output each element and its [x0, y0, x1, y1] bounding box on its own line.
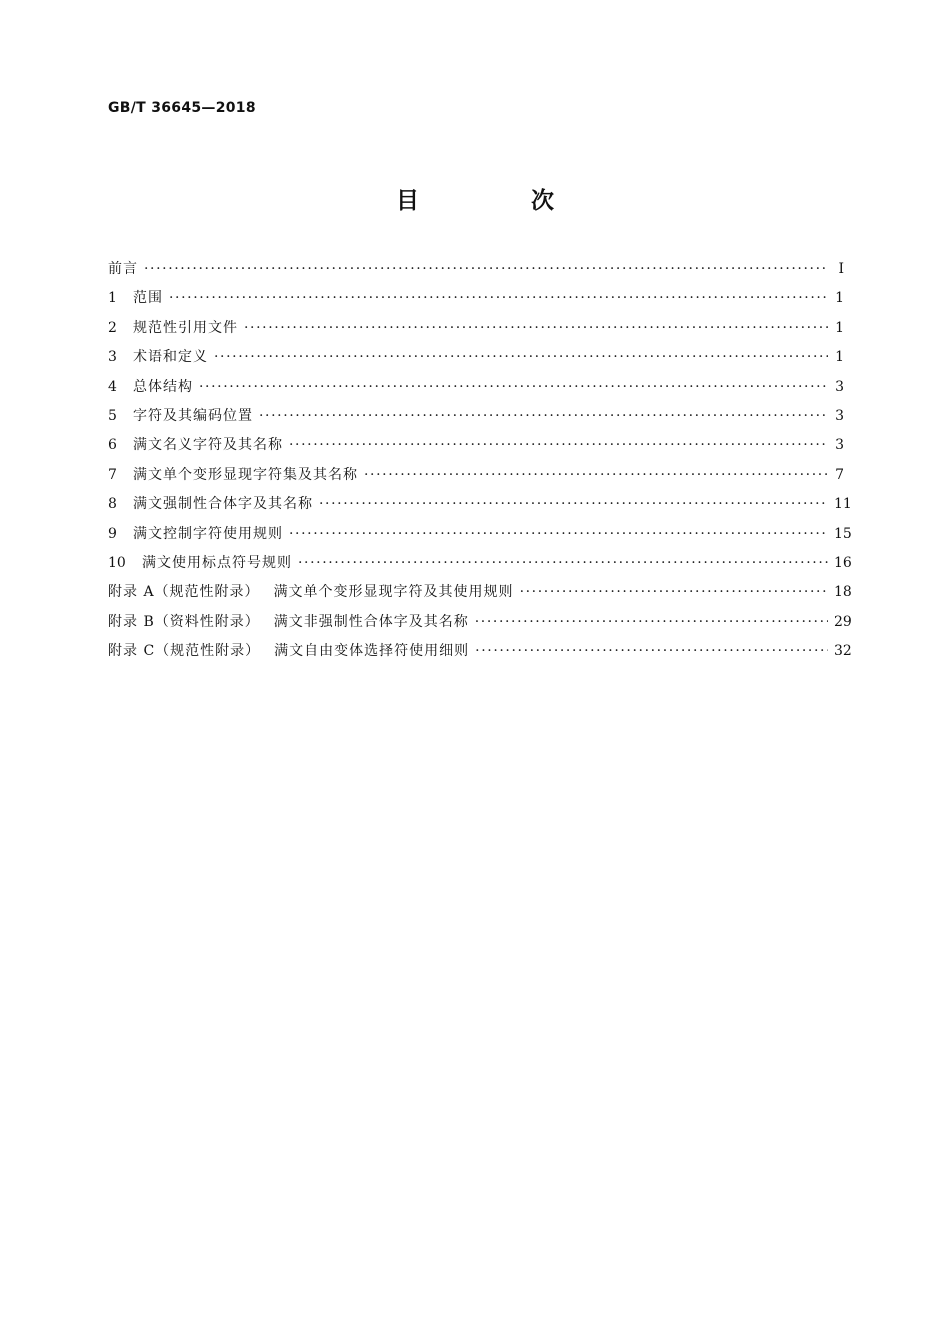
table-of-contents: [108, 258, 852, 669]
leader-dots: [475, 643, 828, 659]
leader-dots: [319, 496, 828, 512]
toc-entry-page: 3: [835, 407, 844, 424]
toc-entry-page: 3: [835, 437, 844, 454]
page-title: 目 次: [395, 188, 606, 214]
toc-entry-label: 满文单个变形显现字符及其使用规则: [273, 584, 514, 601]
toc-entry-annex-b[interactable]: [108, 611, 852, 640]
toc-entry-annex-a[interactable]: [108, 581, 852, 610]
toc-entry-label: 满文非强制性合体字及其名称: [273, 613, 469, 630]
toc-entry-number: 7: [108, 466, 117, 483]
leader-dots: [169, 290, 828, 306]
leader-dots: [298, 555, 828, 571]
toc-entry-4[interactable]: [108, 376, 844, 405]
toc-entry-number: 6: [108, 437, 117, 454]
leader-dots: [244, 320, 828, 336]
toc-entry-page: 3: [835, 378, 844, 395]
toc-entry-label: 术语和定义: [133, 349, 208, 366]
toc-entry-label: 范围: [133, 290, 163, 307]
toc-entry-page: 18: [834, 584, 852, 601]
toc-entry-page: 32: [834, 643, 852, 660]
toc-entry-number: 2: [108, 319, 117, 336]
toc-entry-number: 5: [108, 407, 117, 424]
leader-dots: [214, 349, 828, 365]
leader-dots: [520, 584, 828, 600]
toc-entry-page: 11: [834, 496, 852, 513]
toc-entry-label: 字符及其编码位置: [133, 407, 253, 424]
toc-entry-page: 1: [835, 319, 844, 336]
leader-dots: [475, 614, 828, 630]
toc-entry-label: 满文控制字符使用规则: [133, 525, 283, 542]
toc-entry-5[interactable]: [108, 405, 844, 434]
toc-entry-6[interactable]: [108, 434, 844, 463]
leader-dots: [289, 437, 828, 453]
toc-entry-number: 1: [108, 290, 117, 307]
leader-dots: [144, 261, 828, 277]
toc-entry-number: 9: [108, 525, 117, 542]
leader-dots: [289, 526, 828, 542]
toc-entry-9[interactable]: [108, 523, 852, 552]
leader-dots: [259, 408, 828, 424]
toc-entry-label: 满文单个变形显现字符集及其名称: [133, 466, 358, 483]
toc-entry-page: 16: [834, 554, 852, 571]
toc-entry-2[interactable]: [108, 317, 844, 346]
toc-entry-label: 总体结构: [133, 378, 193, 395]
toc-entry-foreword[interactable]: [108, 258, 844, 287]
toc-entry-number: 4: [108, 378, 117, 395]
toc-entry-number: 8: [108, 496, 117, 513]
toc-annex-heading: 附录 A（规范性附录）: [108, 584, 260, 601]
toc-entry-1[interactable]: [108, 287, 844, 316]
standard-code: GB/T 36645—2018: [108, 100, 256, 116]
leader-dots: [199, 379, 828, 395]
toc-entry-page: Ⅰ: [838, 261, 844, 277]
toc-entry-3[interactable]: [108, 346, 844, 375]
toc-entry-page: 1: [835, 349, 844, 366]
toc-entry-label: 规范性引用文件: [133, 319, 238, 336]
toc-entry-page: 7: [835, 466, 844, 483]
toc-entry-label: 满文自由变体选择符使用细则: [274, 643, 470, 660]
toc-entry-page: 1: [835, 290, 844, 307]
toc-entry-page: 15: [834, 525, 852, 542]
toc-entry-number: 10: [108, 554, 126, 571]
toc-entry-label: 满文强制性合体字及其名称: [133, 496, 313, 513]
leader-dots: [364, 467, 828, 483]
toc-entry-page: 29: [834, 613, 852, 630]
toc-entry-8[interactable]: [108, 493, 852, 522]
toc-entry-10[interactable]: [108, 552, 852, 581]
toc-entry-number: 3: [108, 349, 117, 366]
toc-entry-annex-c[interactable]: [108, 640, 852, 669]
toc-entry-label: 满文名义字符及其名称: [133, 437, 283, 454]
toc-annex-heading: 附录 C（规范性附录）: [108, 643, 261, 660]
toc-entry-label: 满文使用标点符号规则: [142, 554, 292, 571]
toc-entry-7[interactable]: [108, 464, 844, 493]
toc-annex-heading: 附录 B（资料性附录）: [108, 613, 260, 630]
toc-entry-label: 前言: [108, 261, 138, 277]
